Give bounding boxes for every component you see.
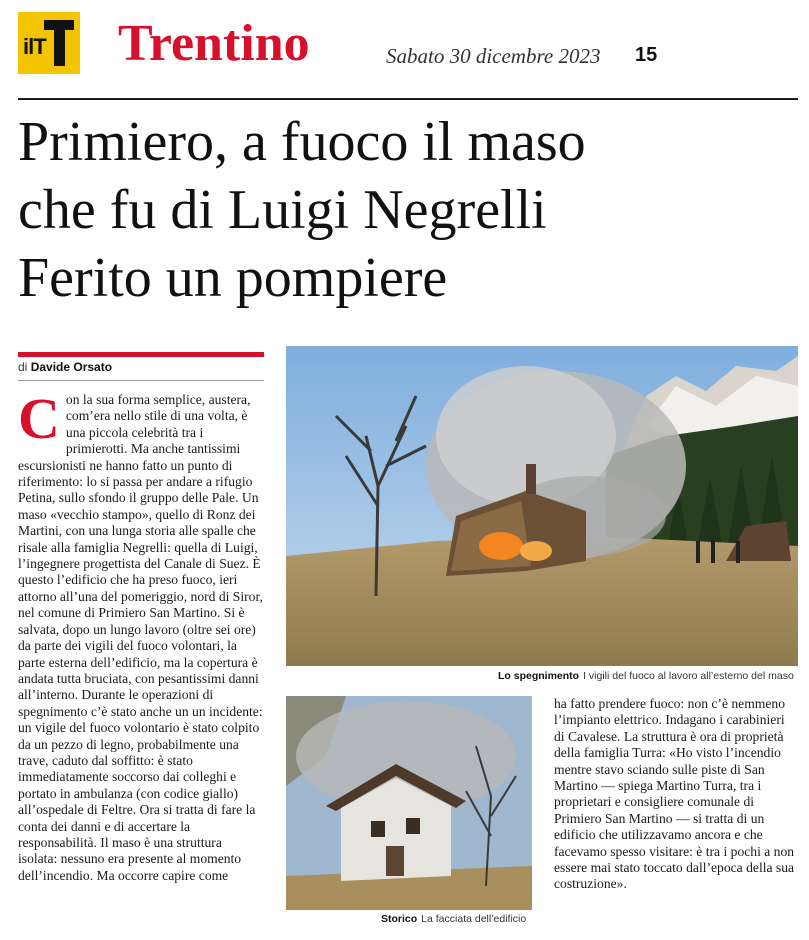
newspaper-logo bbox=[18, 12, 80, 74]
headline-line-2: che fu di Luigi Negrelli bbox=[18, 179, 547, 241]
byline bbox=[18, 360, 112, 374]
article-column-3 bbox=[554, 696, 798, 932]
byline-prefix: di bbox=[18, 360, 28, 374]
article-column-1 bbox=[18, 392, 264, 932]
page-number: 15 bbox=[635, 44, 658, 66]
byline-author: Davide Orsato bbox=[30, 360, 113, 374]
main-caption-title: Lo spegnimento bbox=[498, 670, 580, 682]
publication-date: Sabato 30 dicembre 2023 bbox=[386, 44, 601, 68]
drop-cap: C bbox=[18, 392, 60, 451]
main-caption-text: I vigili del fuoco al lavoro all’esterno del maso bbox=[583, 670, 794, 682]
main-photo-caption bbox=[498, 670, 794, 682]
small-caption-text: La facciata dell’edificio bbox=[421, 913, 527, 925]
logo-text: ilT bbox=[23, 34, 46, 59]
article-text-3: ha fatto prendere fuoco: non c’è nemmeno l’impianto elettrico. Indagano i carabinieri di Cavalese. La struttura è ora di proprietà della famiglia Turra: «Ho visto l’incendio mentre stavo sciando sulle piste di San Martino — spiega Martino Turra, tra i proprietari e consigliere comunale di Primiero San Martino — si tratta di un edificio che utilizzavamo ancora e che facevamo spesso visitare: è tra i pochi a non essere mai stato toccato dall’epoca della sua costruzione». bbox=[554, 696, 795, 892]
byline-divider bbox=[18, 380, 264, 381]
headline bbox=[18, 108, 798, 312]
section-title: Trentino bbox=[118, 15, 310, 72]
small-photo-caption bbox=[381, 913, 526, 925]
photo-house-facade bbox=[286, 696, 532, 910]
photo-fire-main bbox=[286, 346, 798, 666]
masthead-divider bbox=[18, 98, 798, 100]
headline-line-3: Ferito un pompiere bbox=[18, 247, 448, 309]
byline-accent-bar bbox=[18, 352, 264, 357]
facade-image bbox=[286, 696, 532, 910]
article-text-1: on la sua forma semplice, austera, com’era nello stile di una volta, è una piccola celebrità tra i primierotti. Ma anche tantissimi escursionisti ne hanno fatto un punto di riferimento: lo si passa per andare a rifugio Petina, sullo sfondo il gruppo delle Pale. Un maso «vecchio stampo», quello di Ronz dei Martini, con una lunga storia alle spalle che risale alla famiglia Negrelli: quella di Luigi, l’ingegnere progettista del Canale di Suez. È questo l’edificio che ha preso fuoco, ieri attorno all’una del pomeriggio, nord di Siror, nel comune di Primiero San Martino. Si è salvata, dopo un lungo lavoro (oltre sei ore) da parte dei vigili del fuoco volontari, la parte esterna dell’edificio, ma la copertura è andata tutta bruciata, con pesantissimi danni all’interno. Durante le operazioni di spegnimento c’è stato anche un un incidente: un vigile del fuoco volontario è stato colpito da un pezzo di legno, probabilmente una trave, caduto dal soffitto: è stato immediatamente soccorso dai colleghi e portato in ambulanza (con codice giallo) all’ospedale di Feltre. Ora si tratta di fare la conta dei danni e di accertare la responsabilità. Il maso è una struttura isolata: nessuno era presente al momento dell’incendio. Ma occorre capire come bbox=[18, 392, 263, 883]
fire-scene-image bbox=[286, 346, 798, 666]
small-caption-title: Storico bbox=[381, 913, 418, 925]
headline-line-1: Primiero, a fuoco il maso bbox=[18, 111, 586, 173]
